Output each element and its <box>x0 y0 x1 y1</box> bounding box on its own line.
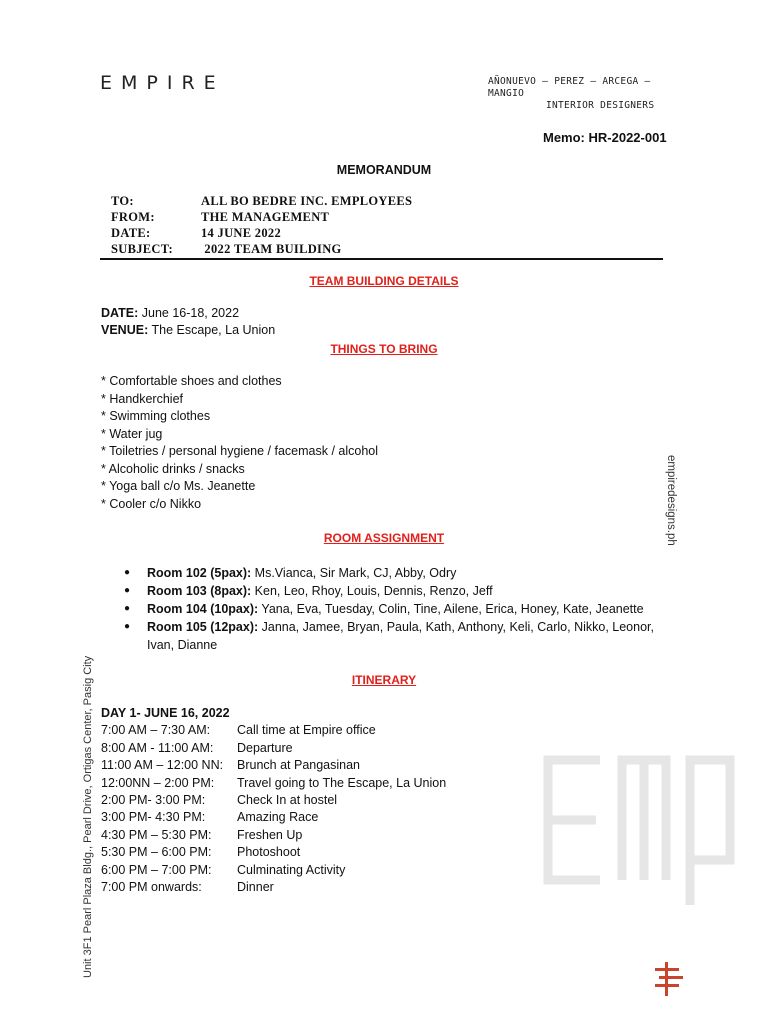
memo-field-date <box>111 225 412 241</box>
room-item <box>124 582 664 600</box>
field-label: TO: <box>111 194 134 208</box>
detail-label: VENUE: <box>101 323 149 337</box>
itinerary-activity: Photoshoot <box>237 845 301 860</box>
detail-value: June 16-18, 2022 <box>138 306 240 320</box>
room-names: Ms.Vianca, Sir Mark, CJ, Abby, Odry <box>251 566 457 580</box>
itinerary-row <box>101 827 446 844</box>
itinerary-row <box>101 862 446 879</box>
bullet-icon: ● <box>124 603 131 614</box>
firm-partners: AÑONUEVO — PEREZ — ARCEGA — MANGIO <box>488 76 651 99</box>
field-label: FROM: <box>111 210 155 224</box>
itinerary-activity: Dinner <box>237 880 274 895</box>
itinerary-time: 7:00 AM – 7:30 AM: <box>101 723 211 738</box>
itinerary-day: DAY 1- JUNE 16, 2022 <box>101 706 230 720</box>
memo-title: MEMORANDUM <box>336 163 432 177</box>
itinerary-row <box>101 740 446 757</box>
website-side-text: empiredesigns.ph <box>665 455 677 546</box>
itinerary-time: 8:00 AM - 11:00 AM: <box>101 740 214 755</box>
memo-header-fields <box>111 193 412 257</box>
itinerary-time: 4:30 PM – 5:30 PM: <box>101 827 212 842</box>
memo-field-from <box>111 209 412 225</box>
room-label: Room 105 (12pax): <box>147 620 259 634</box>
section-heading-details: TEAM BUILDING DETAILS <box>309 274 459 288</box>
detail-date <box>101 305 239 323</box>
itinerary-time: 7:00 PM onwards: <box>101 880 202 895</box>
list-item: * Yoga ball c/o Ms. Jeanette <box>101 479 256 493</box>
memo-number: Memo: HR-2022-001 <box>543 130 667 145</box>
header-divider <box>100 258 663 260</box>
field-value: THE MANAGEMENT <box>201 210 330 224</box>
firm-subtitle: INTERIOR DESIGNERS <box>546 100 655 111</box>
room-label: Room 104 (10pax): <box>147 602 259 616</box>
itinerary-activity: Culminating Activity <box>237 862 346 877</box>
itinerary-activity: Departure <box>237 740 293 755</box>
itinerary-time: 2:00 PM- 3:00 PM: <box>101 793 206 808</box>
firm-name <box>488 76 688 112</box>
detail-value: The Escape, La Union <box>148 323 276 337</box>
section-heading-bring: THINGS TO BRING <box>330 342 438 356</box>
itinerary-table <box>101 705 446 896</box>
address-side-text: Unit 3F1 Pearl Plaza Bldg., Pearl Drive, Ortigas Center, Pasig City <box>82 655 94 978</box>
itinerary-row <box>101 844 446 861</box>
itinerary-activity: Travel going to The Escape, La Union <box>237 775 447 790</box>
emp-watermark-icon <box>538 740 738 910</box>
itinerary-row <box>101 775 446 792</box>
itinerary-activity: Check In at hostel <box>237 793 338 808</box>
list-item: * Toiletries / personal hygiene / facemask / alcohol <box>101 444 379 458</box>
memo-field-to <box>111 193 412 209</box>
itinerary-time: 6:00 PM – 7:00 PM: <box>101 862 212 877</box>
field-label: DATE: <box>111 226 151 240</box>
room-names: Yana, Eva, Tuesday, Colin, Tine, Ailene, Erica, Honey, Kate, Jeanette <box>258 602 644 616</box>
itinerary-time: 5:30 PM – 6:00 PM: <box>101 845 212 860</box>
room-names: Janna, Jamee, Bryan, Paula, Kath, Anthony, Keli, Carlo, Nikko, Leonor, Ivan, Dianne <box>147 620 658 652</box>
room-item <box>124 618 664 654</box>
memo-field-subject <box>111 241 412 257</box>
bullet-icon: ● <box>124 567 131 578</box>
room-label: Room 103 (8pax): <box>147 584 252 598</box>
field-value: 2022 TEAM BUILDING <box>201 242 342 256</box>
itinerary-time: 11:00 AM – 12:00 NN: <box>101 758 224 773</box>
room-item <box>124 564 664 582</box>
list-item: * Water jug <box>101 426 163 441</box>
bullet-icon: ● <box>124 585 131 596</box>
company-logo: EMPIRE <box>100 72 225 94</box>
field-value: 14 JUNE 2022 <box>201 226 281 240</box>
detail-label: DATE: <box>101 306 139 320</box>
itinerary-time: 3:00 PM- 4:30 PM: <box>101 810 206 825</box>
itinerary-row <box>101 809 446 826</box>
field-label: SUBJECT: <box>111 242 173 256</box>
list-item: * Comfortable shoes and clothes <box>101 374 282 388</box>
list-item: * Alcoholic drinks / snacks <box>101 461 245 476</box>
room-item <box>124 600 664 618</box>
list-item: * Handkerchief <box>101 391 183 406</box>
field-value: ALL BO BEDRE INC. EMPLOYEES <box>201 194 413 208</box>
list-item: * Cooler c/o Nikko <box>101 496 202 511</box>
bullet-icon: ● <box>124 621 131 632</box>
room-names: Ken, Leo, Rhoy, Louis, Dennis, Renzo, Jeff <box>251 584 493 598</box>
brand-mark-icon <box>655 962 683 996</box>
detail-venue <box>101 322 275 340</box>
itinerary-activity: Freshen Up <box>237 827 303 842</box>
itinerary-time: 12:00NN – 2:00 PM: <box>101 775 215 790</box>
itinerary-activity: Brunch at Pangasinan <box>237 758 361 773</box>
section-heading-rooms: ROOM ASSIGNMENT <box>323 531 445 545</box>
section-heading-itinerary: ITINERARY <box>351 673 417 687</box>
itinerary-row <box>101 757 446 774</box>
itinerary-activity: Call time at Empire office <box>237 723 376 738</box>
itinerary-row <box>101 722 446 739</box>
room-label: Room 102 (5pax): <box>147 566 252 580</box>
list-item: * Swimming clothes <box>101 409 211 423</box>
itinerary-activity: Amazing Race <box>237 810 319 825</box>
things-to-bring-list <box>101 373 378 513</box>
room-assignment-list <box>124 564 664 654</box>
itinerary-row <box>101 879 446 896</box>
itinerary-row <box>101 792 446 809</box>
